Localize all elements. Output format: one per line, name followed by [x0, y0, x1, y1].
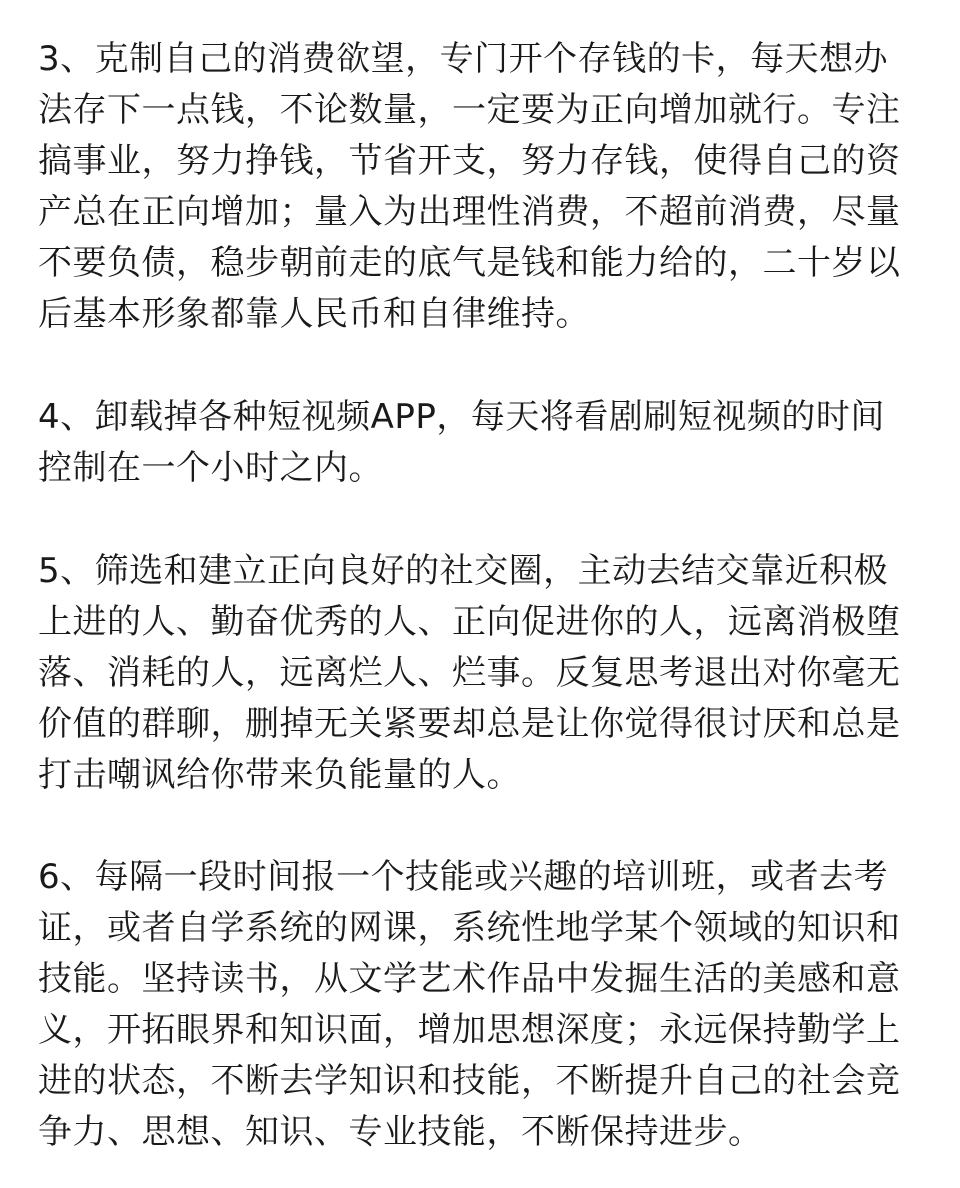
text-line: 产总在正向增加；量入为出理性消费，不超前消费，尽量: [38, 192, 901, 232]
text-line: 后基本形象都靠人民币和自律维持。: [38, 294, 590, 334]
text-line: 4、卸载掉各种短视频APP，每天将看剧刷短视频的时间: [38, 397, 885, 437]
paragraph-5: [38, 546, 918, 801]
text-line: 落、消耗的人，远离烂人、烂事。反复思考退出对你毫无: [38, 653, 901, 693]
text-line: 3、克制自己的消费欲望，专门开个存钱的卡，每天想办: [38, 39, 889, 79]
text-line: 5、筛选和建立正向良好的社交圈，主动去结交靠近积极: [38, 551, 889, 591]
text-line: 打击嘲讽给你带来负能量的人。: [38, 755, 521, 795]
paragraph-4: [38, 392, 918, 494]
text-line: 技能。坚持读书，从文学艺术作品中发掘生活的美感和意: [38, 959, 901, 999]
paragraph-6: [38, 852, 918, 1158]
text-line: 义，开拓眼界和知识面，增加思想深度；永远保持勤学上: [38, 1010, 901, 1050]
text-line: 法存下一点钱，不论数量，一定要为正向增加就行。专注: [38, 90, 901, 130]
text-line: 证，或者自学系统的网课，系统性地学某个领域的知识和: [38, 908, 901, 948]
text-line: 争力、思想、知识、专业技能，不断保持进步。: [38, 1112, 763, 1152]
text-line: 6、每隔一段时间报一个技能或兴趣的培训班，或者去考: [38, 857, 889, 897]
text-line: 搞事业，努力挣钱，节省开支，努力存钱，使得自己的资: [38, 141, 901, 181]
paragraph-3: [38, 34, 918, 340]
text-line: 进的状态，不断去学知识和技能，不断提升自己的社会竞: [38, 1061, 901, 1101]
text-line: 控制在一个小时之内。: [38, 448, 383, 488]
text-line: 价值的群聊，删掉无关紧要却总是让你觉得很讨厌和总是: [38, 704, 901, 744]
text-line: 不要负债，稳步朝前走的底气是钱和能力给的，二十岁以: [38, 243, 901, 283]
text-line: 上进的人、勤奋优秀的人、正向促进你的人，远离消极堕: [38, 602, 901, 642]
